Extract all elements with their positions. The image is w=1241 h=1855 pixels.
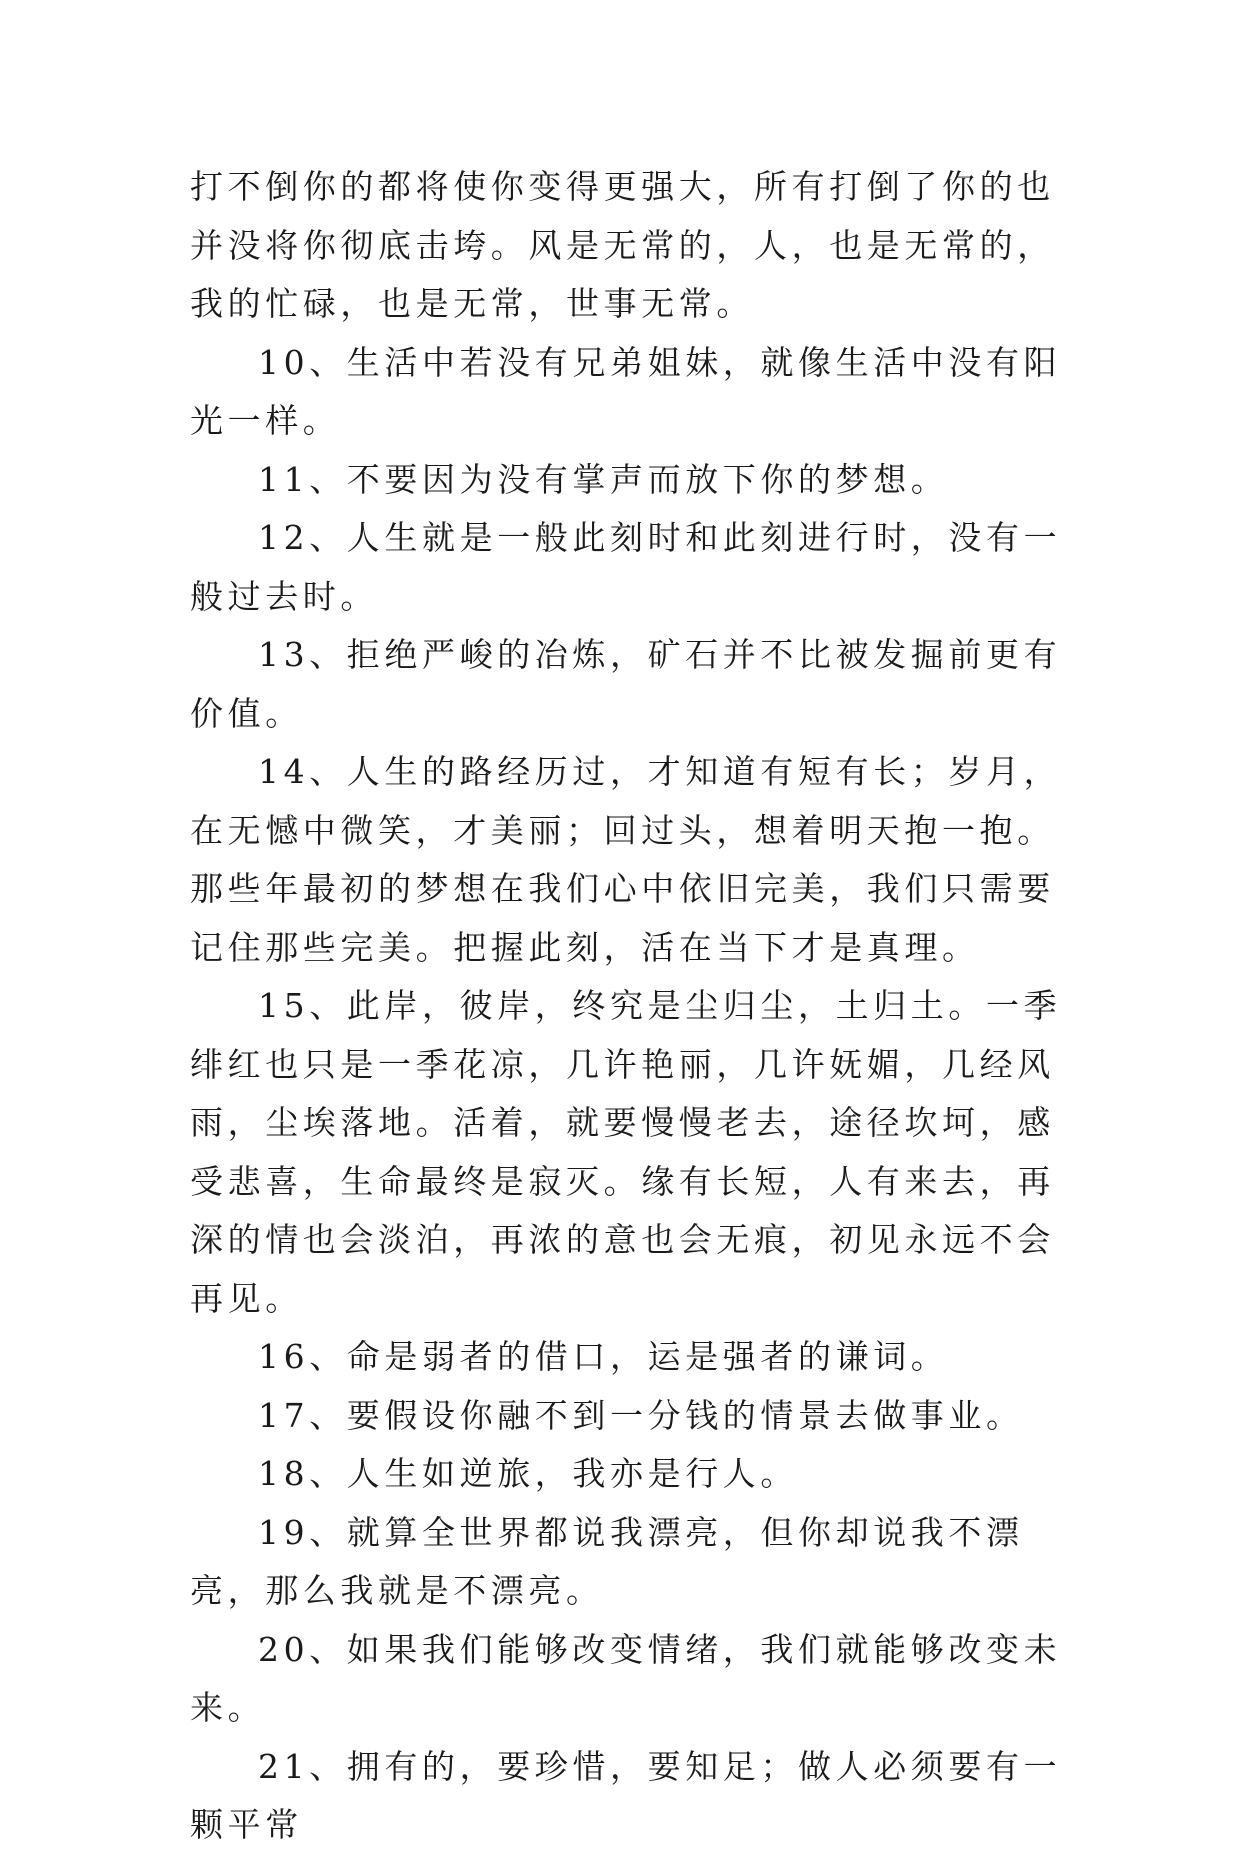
paragraph-12: 12、人生就是一般此刻时和此刻进行时，没有一般过去时。	[190, 518, 1062, 616]
paragraph-15: 15、此岸，彼岸，终究是尘归尘，土归土。一季绯红也只是一季花凉，几许艳丽，几许妩媚，几经风雨，尘埃落地。活着，就要慢慢老去，途径坎坷，感受悲喜，生命最终是寂灭。缘有长短，人有来去，再深的情也会淡泊，再浓的意也会无痕，初见永远不会再见。	[190, 986, 1062, 1318]
paragraph-continuation: 打不倒你的都将使你变得更强大，所有打倒了你的也并没将你彻底击垮。风是无常的，人，也是无常的，我的忙碌，也是无常，世事无常。	[190, 167, 1055, 323]
paragraph-21: 21、拥有的，要珍惜，要知足；做人必须要有一颗平常	[190, 1746, 1062, 1844]
paragraph-17: 17、要假设你融不到一分钱的情景去做事业。	[258, 1395, 1024, 1435]
paragraph-20: 20、如果我们能够改变情绪，我们就能够改变未来。	[190, 1629, 1062, 1727]
paragraph-10: 10、生活中若没有兄弟姐妹，就像生活中没有阳光一样。	[190, 342, 1062, 440]
paragraph-14: 14、人生的路经历过，才知道有短有长；岁月，在无憾中微笑，才美丽；回过头，想着明天抱一抱。那些年最初的梦想在我们心中依旧完美，我们只需要记住那些完美。把握此刻，活在当下才是真理。	[190, 752, 1062, 967]
paragraph-11: 11、不要因为没有掌声而放下你的梦想。	[258, 459, 949, 499]
document-body	[190, 158, 1070, 1855]
paragraph-16: 16、命是弱者的借口，运是强者的谦词。	[258, 1337, 949, 1376]
paragraph-19: 19、就算全世界都说我漂亮，但你却说我不漂亮，那么我就是不漂亮。	[190, 1512, 1024, 1610]
paragraph-13: 13、拒绝严峻的冶炼，矿石并不比被发掘前更有价值。	[190, 635, 1062, 733]
paragraph-18: 18、人生如逆旅，我亦是行人。	[258, 1454, 798, 1493]
